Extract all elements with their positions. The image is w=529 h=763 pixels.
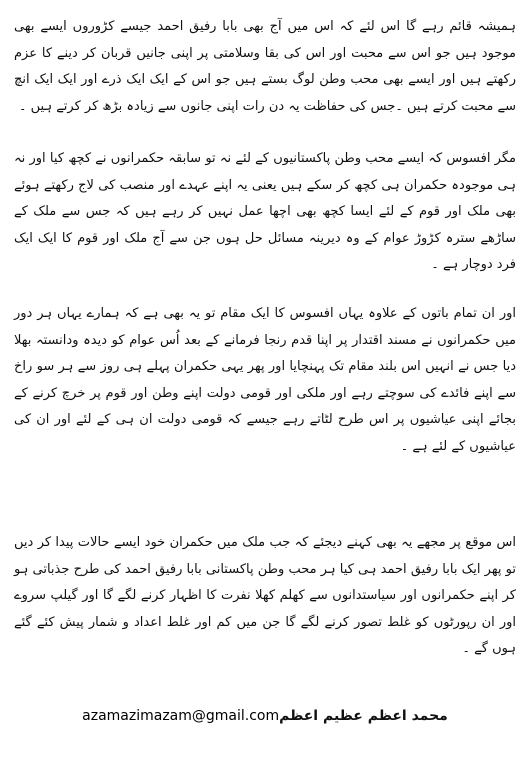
paragraph-2: مگر افسوس کہ ایسے محب وطن پاکستانیوں کے لئے نہ تو سابقہ حکمرانوں نے کچھ کیا اور نہ ہی موجودہ حکمران ہی کچھ کر سکے ہیں یعنی یہ اپنے عہدے اور منصب کی لاج رکھتے ہوئے بھی ملک اور قوم کے لئے ایسا کچھ بھی اچھا عمل نہیں کر رہے ہیں کہ جس سے ملک کے ساڑھے سترہ کڑوڑ عوام کے وہ دیرینہ مسائل حل ہوں جن سے آج ملک اور قوم کا ایک ایک فرد دوچار ہے ۔ <box>14 151 516 272</box>
paragraph-3: اور ان تمام باتوں کے علاوہ یہاں افسوس کا ایک مقام تو یہ بھی ہے کہ ہمارے یہاں ہر دور میں حکمرانوں نے مسند اقتدار پر اپنا قدم رنجا فرمانے کے بعد اُس عوام کو دیدہ ودانستہ بھلا دیا جس نے انہیں اس بلند مقام تک پہنچایا اور پھر یہی حکمران پہلے ہی روز سے ہر سو راخ سے اپنے فائدے کی سوچتے رہے اور ملکی اور قومی دولت اپنے وطن اور قوم پر خرچ کرنے کے بجائے اپنی عیاشیوں پر اس طرح لٹاتے رہے جیسے کہ قومی دولت ان ہی کے لئے اور ان کی عیاشیوں کے لئے ہے ۔ <box>14 306 516 454</box>
document-page <box>14 14 516 749</box>
paragraph-4: اس موقع پر مجھے یہ بھی کہنے دیجئے کہ جب ملک میں حکمران خود ایسے حالات پیدا کر دیں تو پھر ایک بابا رفیق احمد ہی کیا ہر محب وطن پاکستانی بابا رفیق احمد کی طرح جذباتی ہو کر اپنے حکمرانوں اور سیاستدانوں سے کھلم کھلا نفرت کا اظہار کرنے لگے گا اور گیلپ سروے اور ان رپورٹوں کو غلط تصور کرنے لگے گا جن میں کم اور غلط اعداد و شمار پیش کئے گئے ہوں گے ۔ <box>14 535 516 656</box>
author-email: azamazimazam@gmail.com <box>82 708 280 724</box>
author-name: محمد اعظم عظیم اعظم <box>279 708 448 724</box>
author-signature <box>14 704 516 728</box>
paragraph-1: ہمیشہ قائم رہے گا اس لئے کہ اس میں آج بھی بابا رفیق احمد جیسے کڑوروں ایسے بھی موجود ہیں جو اس سے محبت اور اس کی بقا وسلامتی پر اپنی جانیں قربان کر دینے کا عزم رکھتے ہیں اور ایسے بھی محب وطن لوگ بستے ہیں جو اس کے ایک ایک ذرے اور ایک ایک انچ سے محبت کرتے ہیں ۔جس کی حفاظت یہ دن رات اپنی جانوں سے زیادہ بڑھ کر کرتے ہیں ۔ <box>14 19 516 114</box>
